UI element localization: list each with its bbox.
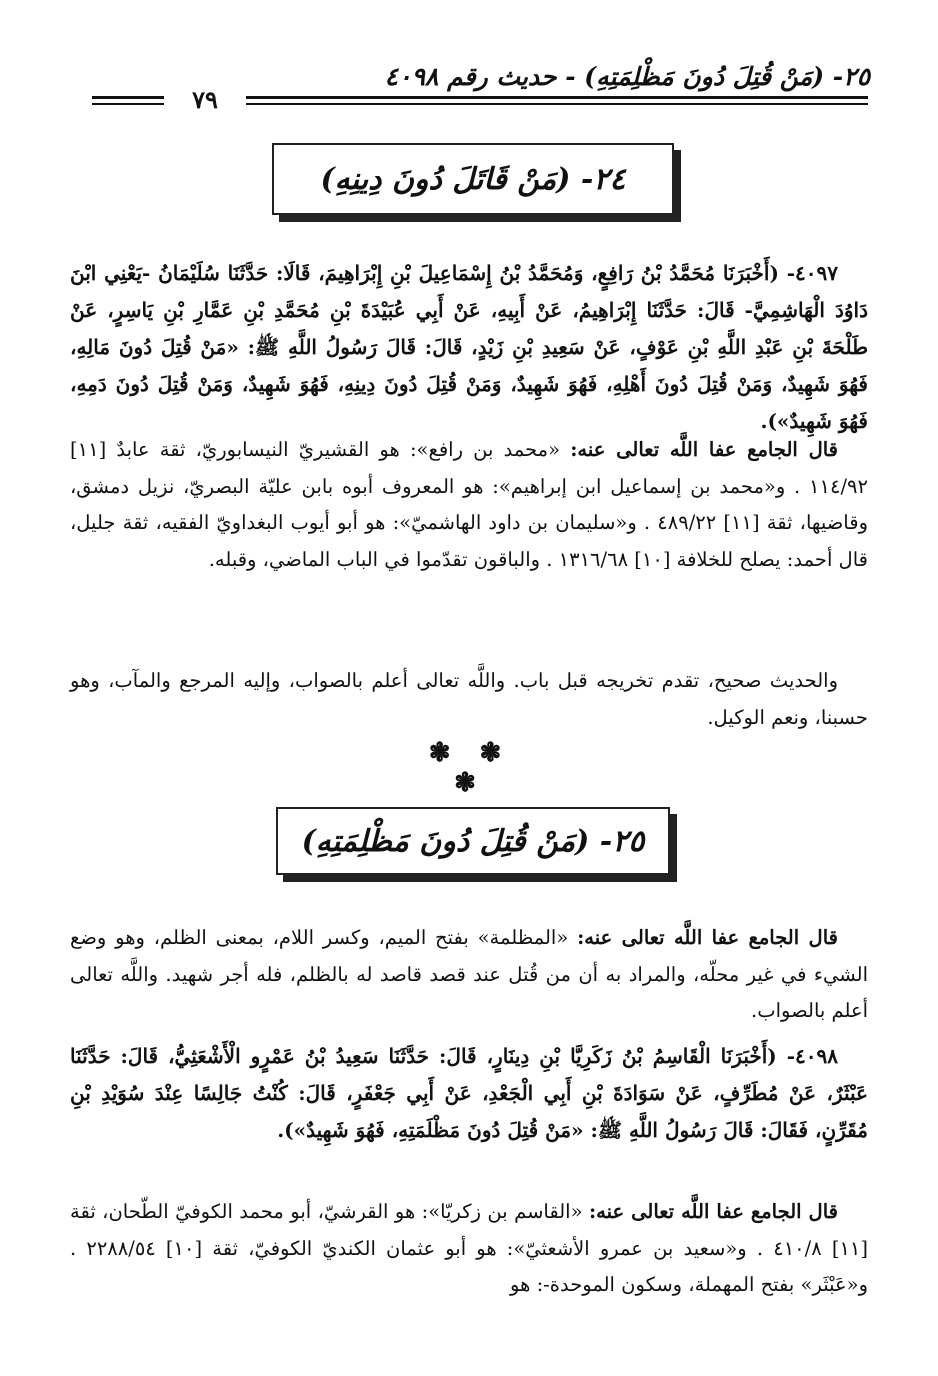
- commentary-lead: قال الجامع عفا اللَّه تعالى عنه:: [570, 438, 838, 461]
- commentary-lead: قال الجامع عفا اللَّه تعالى عنه:: [577, 926, 838, 949]
- chapter-25-heading: [276, 807, 670, 875]
- header-rule: [92, 103, 164, 105]
- hadith-4097: ٤٠٩٧- (أَخْبَرَنَا مُحَمَّدُ بْنُ رَافِعٍ، وَمُحَمَّدُ بْنُ إِسْمَاعِيلَ بْنِ إِبْرَاهِيمَ، قَالَا: حَدَّثَنَا سُلَيْمَانُ -يَعْنِي ابْنَ دَاوُدَ الْهَاشِمِيَّ- قَالَ: حَدَّثَنَا إِبْرَاهِيمُ، عَنْ أَبِيهِ، عَنْ أَبِي عُبَيْدَةَ بْنِ مُحَمَّدِ بْنِ عَمَّارِ بْنِ يَاسِرٍ، عَنْ طَلْحَةَ بْنِ عَبْدِ اللَّهِ بْنِ عَوْفٍ، عَنْ سَعِيدِ بْنِ زَيْدٍ، قَالَ: قَالَ رَسُولُ اللَّهِ ﷺ: «مَنْ قُتِلَ دُونَ مَالِهِ، فَهُوَ شَهِيدٌ، وَمَنْ قُتِلَ دُونَ أَهْلِهِ، فَهُوَ شَهِيدٌ، وَمَنْ قُتِلَ دُونَ دِينِهِ، فَهُوَ شَهِيدٌ، وَمَنْ قُتِلَ دُونَ دَمِهِ، فَهُوَ شَهِيدٌ»).: [70, 261, 868, 433]
- chapter-25-title: ٢٥- (مَنْ قُتِلَ دُونَ مَظْلِمَتِهِ): [301, 823, 645, 859]
- commentary-body: «المظلمة» بفتح الميم، وكسر اللام، بمعنى الظلم، وهو وضع الشيء في غير محلّه، والمراد به أن من قُتل عند قصد قاصد له بالظلم، فله أجر شهيد. واللَّه تعالى أعلم بالصواب.: [70, 926, 868, 1022]
- chapter-25-intro: [70, 920, 868, 1030]
- running-header-title: ٢٥- (مَنْ قُتِلَ دُونَ مَظْلِمَتِهِ) - حديث رقم ٤٠٩٨: [384, 62, 870, 91]
- closing-note-4097: والحديث صحيح، تقدم تخريجه قبل باب. واللَّه تعالى أعلم بالصواب، وإليه المرجع والمآب، وهو حسبنا، ونعم الوكيل.: [70, 669, 868, 729]
- chapter-24-heading: [272, 143, 674, 215]
- section-separator: ❃ ❃ ❃: [428, 738, 512, 798]
- commentary-4097: [70, 432, 868, 578]
- commentary-body: «محمد بن رافع»: هو القشيريّ النيسابوريّ، ثقة عابدٌ [١١] ١١٤/٩٢ . و«محمد بن إسماعيل ابن إبراهيم»: هو المعروف أبوه بابن عليّة البصريّ، نزيل دمشق، وقاضيها، ثقة [١١] ٤٨٩/٢٢ . و«سليمان بن داود الهاشميّ»: هو أبو أيوب البغداويّ الفقيه، ثقة جليل، قال أحمد: يصلح للخلافة [١٠] ١٣١٦/٦٨ . والباقون تقدّموا في الباب الماضي، وقبله.: [70, 438, 868, 571]
- header-rule: [246, 103, 868, 105]
- page-number: ٧٩: [192, 85, 218, 114]
- commentary-lead: قال الجامع عفا اللَّه تعالى عنه:: [588, 1200, 838, 1223]
- chapter-24-title: ٢٤- (مَنْ قَاتَلَ دُونَ دِينِهِ): [320, 161, 626, 197]
- commentary-body: «القاسم بن زكريّا»: هو القرشيّ، أبو محمد الكوفيّ الطّحان، ثقة [١١] ٤١٠/٨ . و«سعيد بن عمرو الأشعثيّ»: هو أبو عثمان الكنديّ الكوفيّ، ثقة [١٠] ٢٢٨٨/٥٤ . و«عَبْثَر» بفتح المهملة، وسكون الموحدة-: هو: [70, 1200, 869, 1296]
- hadith-4098: ٤٠٩٨- (أَخْبَرَنَا الْقَاسِمُ بْنُ زَكَرِيَّا بْنِ دِينَارٍ، قَالَ: حَدَّثَنَا سَعِيدُ بْنُ عَمْرٍو الْأَشْعَثِيُّ، قَالَ: حَدَّثَنَا عَبْثَرٌ، عَنْ مُطَرِّفٍ، عَنْ سَوَادَةَ بْنِ أَبِي الْجَعْدِ، عَنْ أَبِي جَعْفَرٍ، قَالَ: كُنْتُ جَالِسًا عِنْدَ سُوَيْدِ بْنِ مُقَرِّنٍ، فَقَالَ: قَالَ رَسُولُ اللَّهِ ﷺ: «مَنْ قُتِلَ دُونَ مَظْلَمَتِهِ، فَهُوَ شَهِيدٌ»).: [70, 1044, 868, 1142]
- commentary-4098: [70, 1194, 868, 1304]
- header-rule: [92, 96, 164, 99]
- header-rule: [246, 96, 868, 99]
